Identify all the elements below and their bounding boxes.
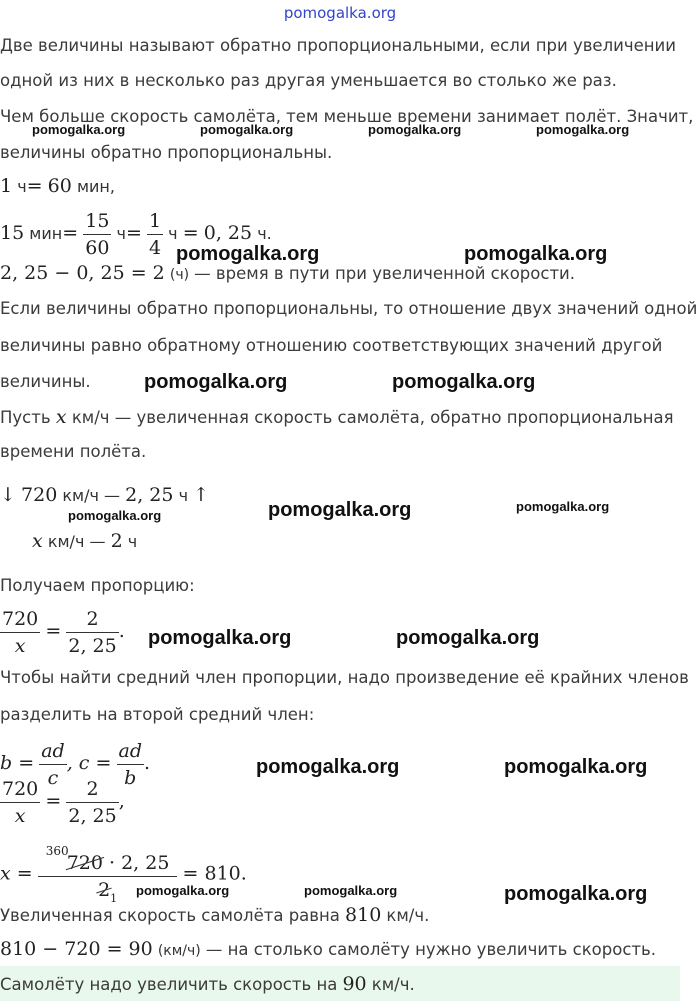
eq2-tail: . xyxy=(266,224,272,243)
eq1-eq: = xyxy=(26,175,43,197)
eq2-result: 0, 25 xyxy=(203,222,253,244)
site-link[interactable]: pomogalka.org xyxy=(283,4,397,22)
rule-fraction-2-den: b xyxy=(117,764,145,791)
prop1-right xyxy=(66,606,118,659)
answer-box xyxy=(0,966,680,1001)
rule-b: b = xyxy=(0,752,35,774)
scheme-row-1 xyxy=(0,484,209,506)
eq2-unit-h-2: ч xyxy=(168,224,178,243)
eq3-expression: 2, 25 − 0, 25 = 2 xyxy=(0,262,165,284)
eq1-a: 1 xyxy=(0,175,13,197)
eq1-unit-h: ч xyxy=(17,177,27,196)
let-var: x xyxy=(55,406,67,428)
answer-val: 90 xyxy=(342,973,367,995)
solve-cancel-bottom: 1 xyxy=(110,892,118,905)
p8-unit: (км/ч) xyxy=(157,943,201,959)
watermark: pomogalka.org xyxy=(304,883,398,898)
prop2-right-num: 2 xyxy=(86,778,99,800)
solve-result: = 810. xyxy=(182,862,247,885)
prop1-tail: . xyxy=(118,620,125,642)
prop2-right xyxy=(66,776,118,829)
solve-den-2: 2 xyxy=(98,879,111,901)
scheme-r2-unit: км/ч — xyxy=(47,532,106,551)
watermark: pomogalka.org xyxy=(392,371,536,393)
eq1-unit-min: мин xyxy=(76,177,110,196)
watermark: pomogalka.org xyxy=(256,756,400,778)
proportion-2 xyxy=(0,776,125,829)
eq2-fraction-2 xyxy=(147,208,163,261)
watermark: pomogalka.org xyxy=(464,243,608,265)
eq2-unit-h-3: ч xyxy=(257,224,267,243)
solve-x-label: x = xyxy=(0,862,33,885)
answer-pre: Самолёту надо увеличить скорость на xyxy=(0,975,338,994)
scheme-r1-time-unit: ч xyxy=(178,486,189,505)
difference-line xyxy=(0,938,656,960)
property-line-1: Если величины обратно пропорциональны, то отношение двух значений одной xyxy=(0,299,697,318)
property-line-3: величины. xyxy=(0,372,91,391)
rule-line-1: Чтобы найти средний член пропорции, надо произведение её крайних членов xyxy=(0,668,689,687)
property-line-2: величины равно обратному отношению соответствующих значений другой xyxy=(0,336,663,355)
scheme-r2-time: 2 xyxy=(110,530,123,552)
eq2-eq-2: = xyxy=(125,222,142,244)
watermark: pomogalka.org xyxy=(32,122,126,137)
reasoning-line-2: величины обратно пропорциональны. xyxy=(0,143,333,162)
p7-pre: Увеличенная скорость самолёта равна xyxy=(0,906,340,925)
equation-hour-minutes xyxy=(0,175,115,197)
rule-fraction-1-num: ad xyxy=(41,740,65,762)
watermark: pomogalka.org xyxy=(504,756,648,778)
prop2-left xyxy=(0,776,40,829)
watermark: pomogalka.org xyxy=(136,883,230,898)
eq2-a: 15 xyxy=(0,222,25,244)
rule-line-2: разделить на второй средний член: xyxy=(0,705,315,724)
watermark: pomogalka.org xyxy=(504,883,648,905)
eq1-b: 60 xyxy=(47,175,72,197)
prop2-left-den: x xyxy=(0,802,40,829)
watermark: pomogalka.org xyxy=(536,122,630,137)
let-line-1 xyxy=(0,406,674,428)
scheme-r2-speed: x xyxy=(32,530,43,552)
rule-mid: , c = xyxy=(66,752,112,774)
prop2-left-num: 720 xyxy=(2,778,39,800)
prop1-eq: = xyxy=(45,620,62,642)
eq2-unit-h-1: ч xyxy=(116,224,126,243)
solve-num-720: 720 xyxy=(66,852,103,874)
rule-fraction-1-den: c xyxy=(39,764,67,791)
eq2-fraction-2-num: 1 xyxy=(148,210,162,232)
scheme-r1-speed: 720 xyxy=(21,484,58,506)
eq2-fraction-1-num: 15 xyxy=(85,210,110,232)
solve-fraction xyxy=(38,838,178,912)
scheme-arrow-up: ↑ xyxy=(193,484,210,506)
answer-line xyxy=(0,973,415,995)
rule-fraction-2-num: ad xyxy=(118,740,142,762)
definition-line-2: одной из них в несколько раз другая уменьшается во столько же раз. xyxy=(0,71,617,90)
scheme-arrow-down: ↓ xyxy=(0,484,16,506)
scheme-row-2 xyxy=(32,530,137,552)
solve-cancel-top: 360 xyxy=(45,844,69,858)
watermark: pomogalka.org xyxy=(200,122,294,137)
watermark: pomogalka.org xyxy=(144,371,288,393)
proportion-intro: Получаем пропорцию: xyxy=(0,576,195,595)
eq1-tail: , xyxy=(109,177,115,196)
solve-num-rest: · 2, 25 xyxy=(109,852,170,874)
watermark: pomogalka.org xyxy=(368,122,462,137)
eq2-eq-3: = xyxy=(182,222,199,244)
reasoning-line-1: Чем больше скорость самолёта, тем меньше времени занимает полёт. Значит, xyxy=(0,107,694,126)
prop1-left-den: x xyxy=(0,632,40,659)
scheme-r1-unit: км/ч — xyxy=(62,486,121,505)
solve-numerator xyxy=(38,838,178,876)
watermark: pomogalka.org xyxy=(176,243,320,265)
solve-x xyxy=(0,838,247,912)
p7-val: 810 xyxy=(345,904,382,926)
eq2-fraction-2-den: 4 xyxy=(147,234,163,261)
watermark: pomogalka.org xyxy=(68,508,162,523)
prop1-right-num: 2 xyxy=(86,608,99,630)
prop1-left-num: 720 xyxy=(2,608,39,630)
scheme-r2-time-unit: ч xyxy=(127,532,138,551)
eq2-fraction-1 xyxy=(83,208,111,261)
prop1-left xyxy=(0,606,40,659)
watermark: pomogalka.org xyxy=(396,627,540,649)
answer-unit: км/ч. xyxy=(371,975,415,994)
eq2-unit-min: мин xyxy=(29,224,63,243)
watermark: pomogalka.org xyxy=(148,627,292,649)
rule-tail: . xyxy=(144,752,151,774)
scheme-r1-time: 2, 25 xyxy=(125,484,174,506)
prop2-tail: , xyxy=(118,790,125,812)
watermark: pomogalka.org xyxy=(268,499,412,521)
let-pre: Пусть xyxy=(0,408,51,427)
eq2-fraction-1-den: 60 xyxy=(83,234,111,261)
p7-unit: км/ч. xyxy=(386,906,430,925)
let-post: км/ч — увеличенная скорость самолёта, обратно пропорциональная xyxy=(71,408,674,427)
eq3-text: — время в пути при увеличенной скорости. xyxy=(194,264,576,283)
eq2-eq-1: = xyxy=(62,222,79,244)
definition-line-1: Две величины называют обратно пропорциональными, если при увеличении xyxy=(0,36,676,55)
proportion-1 xyxy=(0,606,125,659)
watermark: pomogalka.org xyxy=(516,499,610,514)
prop2-right-den: 2, 25 xyxy=(66,802,118,829)
increased-speed-line xyxy=(0,904,429,926)
prop1-right-den: 2, 25 xyxy=(66,632,118,659)
eq3-unit: (ч) xyxy=(169,267,190,283)
p8-text: — на столько самолёту нужно увеличить скорость. xyxy=(205,940,656,959)
prop2-eq: = xyxy=(45,790,62,812)
let-line-2: времени полёта. xyxy=(0,442,147,461)
p8-expr: 810 − 720 = 90 xyxy=(0,938,153,960)
